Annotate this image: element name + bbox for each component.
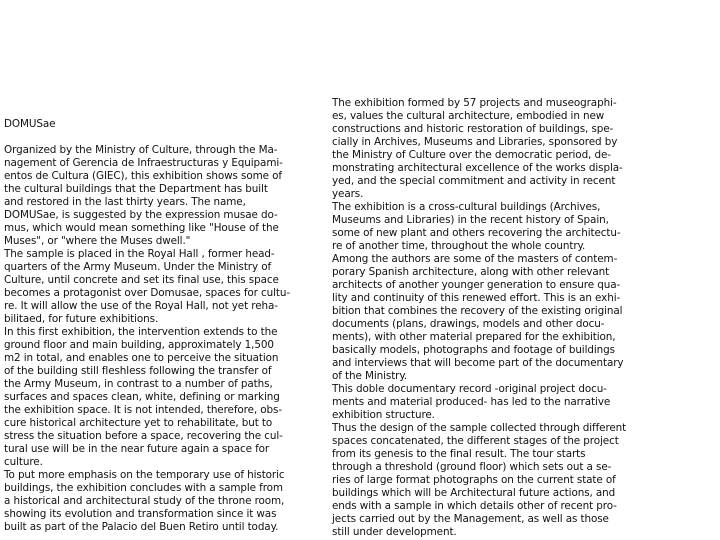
text-line: The sample is placed in the Royal Hall , former head-: [4, 248, 275, 260]
text-line: bilitaed, for future exhibitions.: [4, 313, 159, 325]
text-line: monstrating architectural excellence of the works displa-: [332, 162, 623, 174]
left-body: [4, 144, 298, 534]
text-line: nagement of Gerencia de Infraestructuras y Equipami-: [4, 157, 283, 169]
text-line: re of another time, throughout the whole country.: [332, 240, 586, 252]
text-line: through a threshold (ground floor) which sets out a se-: [332, 461, 612, 473]
text-line: cially in Archives, Museums and Libraries, sponsored by: [332, 136, 618, 148]
text-line: from its genesis to the final result. The tour starts: [332, 448, 586, 460]
text-line: re. It will allow the use of the Royal Hall, not yet reha-: [4, 300, 278, 312]
text-line: cure historical architecture yet to rehabilitate, but to: [4, 417, 273, 429]
text-line: the Army Museum, in contrast to a number of paths,: [4, 378, 273, 390]
text-line: ments and material produced- has led to the narrative: [332, 396, 611, 408]
text-line: Culture, until concrete and set its final use, this space: [4, 274, 279, 286]
text-line: In this first exhibition, the intervention extends to the: [4, 326, 278, 338]
text-line: tural use will be in the near future again a space for: [4, 443, 270, 455]
text-line: ments), with other material prepared for the exhibition,: [332, 331, 616, 343]
text-line: showing its evolution and transformation since it was: [4, 508, 277, 520]
text-line: mus, which would mean something like "House of the: [4, 222, 279, 234]
text-line: The exhibition is a cross-cultural buildings (Archives,: [332, 201, 601, 213]
text-line: entos de Cultura (GIEC), this exhibition shows some of: [4, 170, 282, 182]
text-line: documents (plans, drawings, models and other docu-: [332, 318, 605, 330]
text-line: some of new plant and others recovering the architectu-: [332, 227, 621, 239]
text-line: exhibition structure.: [332, 409, 435, 421]
text-line: ends with a sample in which details other of recent pro-: [332, 500, 617, 512]
text-line: The exhibition formed by 57 projects and museographi-: [332, 97, 617, 109]
text-line: es, values the cultural architecture, embodied in new: [332, 110, 605, 122]
text-line: becomes a protagonist over Domusae, spaces for cultu-: [4, 287, 291, 299]
text-line: buildings which will be Architectural future actions, and: [332, 487, 616, 499]
text-line: and restored in the last thirty years. The name,: [4, 196, 246, 208]
text-line: porary Spanish architecture, along with other relevant: [332, 266, 610, 278]
text-line: still under development.: [332, 526, 457, 538]
text-line: Among the authors are some of the masters of contem-: [332, 253, 618, 265]
text-line: m2 in total, and enables one to perceive the situation: [4, 352, 279, 364]
text-line: and interviews that will become part of the documentary: [332, 357, 624, 369]
text-line: surfaces and spaces clean, white, defining or marking: [4, 391, 280, 403]
text-line: of the Ministry.: [332, 370, 408, 382]
text-line: Organized by the Ministry of Culture, through the Ma-: [4, 144, 278, 156]
text-line: the Ministry of Culture over the democratic period, de-: [332, 149, 611, 161]
left-column: [4, 118, 298, 534]
text-line: a historical and architectural study of the throne room,: [4, 495, 285, 507]
text-line: culture.: [4, 456, 43, 468]
text-line: the cultural buildings that the Department has built: [4, 183, 268, 195]
text-line: spaces concatenated, the different stages of the project: [332, 435, 619, 447]
text-line: Thus the design of the sample collected through different: [332, 422, 627, 434]
text-line: yed, and the special commitment and activity in recent: [332, 175, 616, 187]
text-line: jects carried out by the Management, as well as those: [332, 513, 609, 525]
text-line: bition that combines the recovery of the existing original: [332, 305, 623, 317]
text-line: ground floor and main building, approximately 1,500: [4, 339, 274, 351]
text-line: basically models, photographs and footage of buildings: [332, 344, 615, 356]
text-line: lity and continuity of this renewed effort. This is an exhi-: [332, 292, 621, 304]
text-line: stress the situation before a space, recovering the cul-: [4, 430, 283, 442]
text-line: Muses", or "where the Muses dwell.": [4, 235, 191, 247]
text-line: To put more emphasis on the temporary use of historic: [4, 469, 285, 481]
text-line: constructions and historic restoration of buildings, spe-: [332, 123, 614, 135]
text-line: of the building still fleshless following the transfer of: [4, 365, 272, 377]
text-line: This doble documentary record -original project docu-: [332, 383, 607, 395]
text-line: built as part of the Palacio del Buen Retiro until today.: [4, 521, 279, 533]
text-line: DOMUSae, is suggested by the expression musae do-: [4, 209, 278, 221]
text-line: buildings, the exhibition concludes with a sample from: [4, 482, 283, 494]
text-line: years.: [332, 188, 364, 200]
text-line: the exhibition space. It is not intended, therefore, obs-: [4, 404, 283, 416]
text-line: quarters of the Army Museum. Under the Ministry of: [4, 261, 272, 273]
text-line: architects of another younger generation to ensure qua-: [332, 279, 621, 291]
document-title: DOMUSae: [4, 118, 56, 130]
text-line: Museums and Libraries) in the recent history of Spain,: [332, 214, 609, 226]
text-line: ries of large format photographs on the current state of: [332, 474, 616, 486]
right-column: [332, 97, 716, 539]
